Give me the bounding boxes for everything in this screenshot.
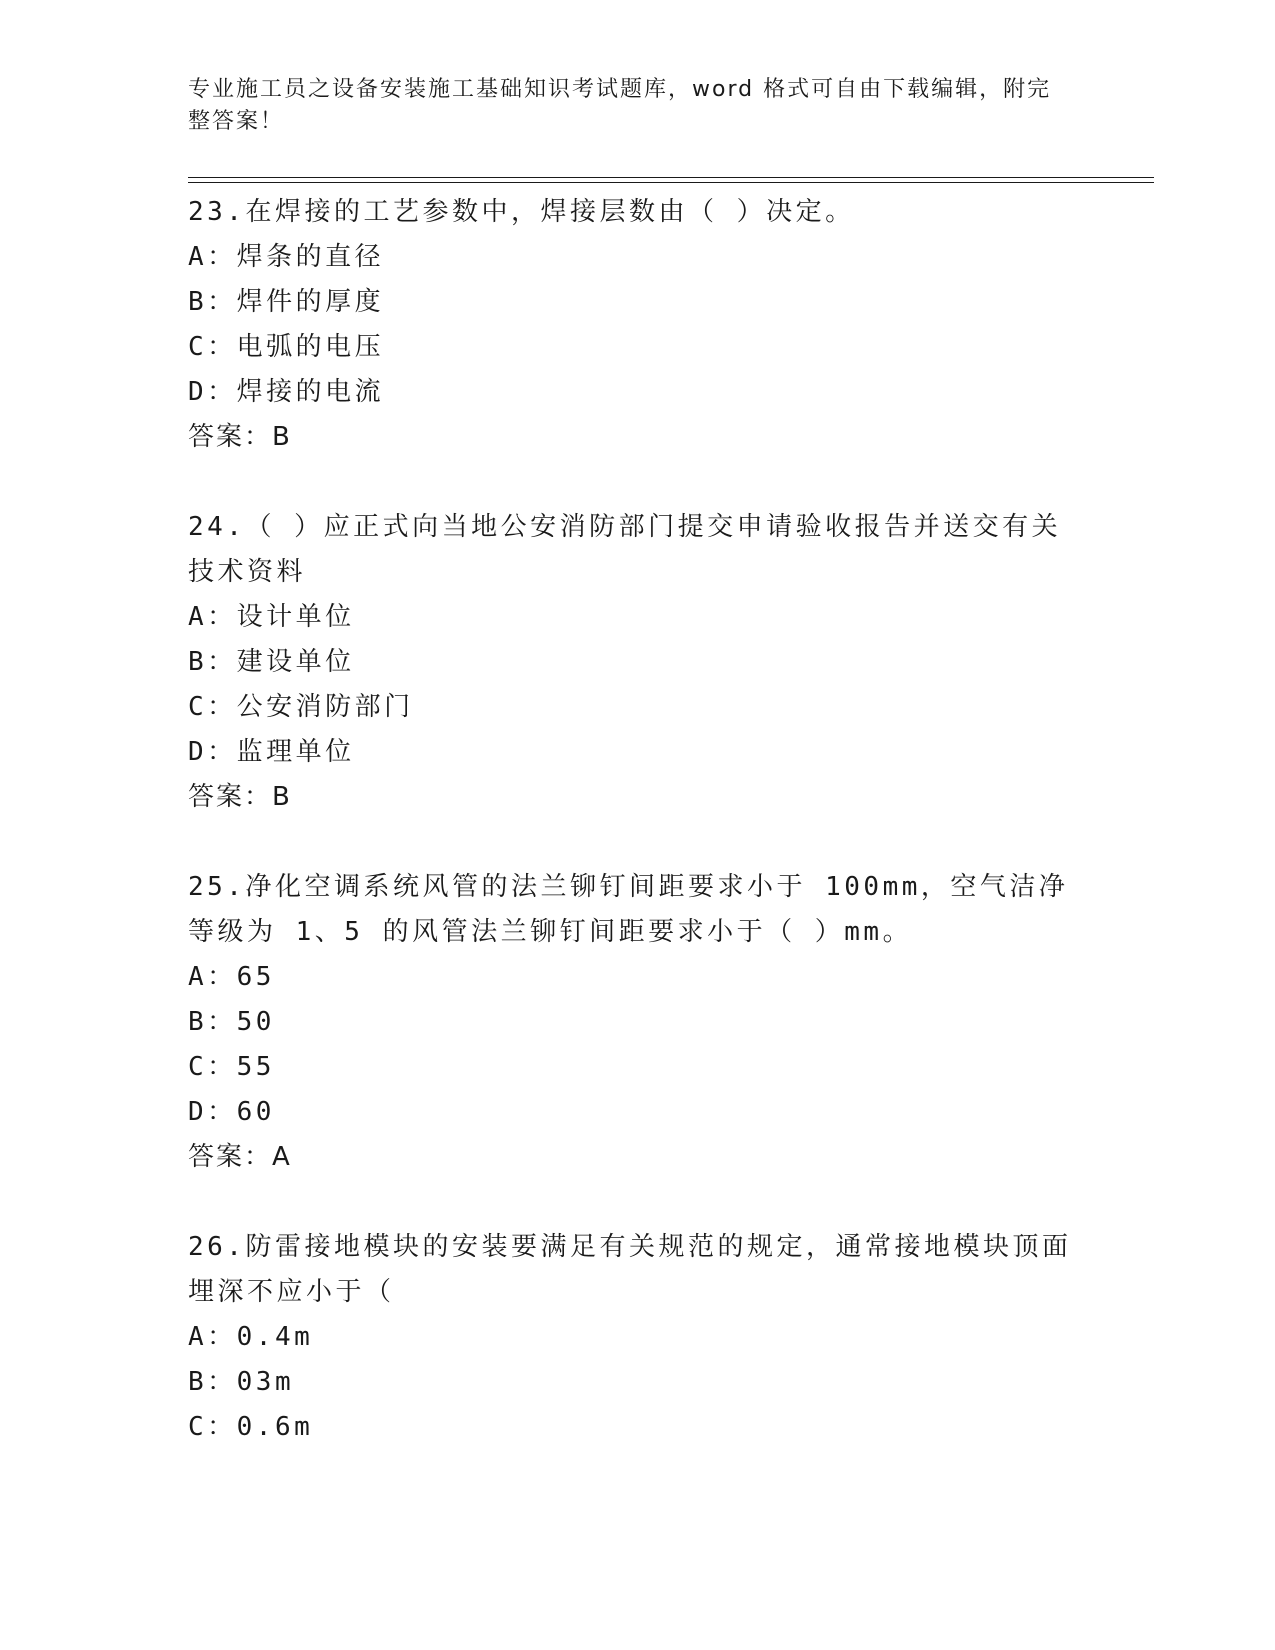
header-divider-top [188, 177, 1154, 178]
header-divider-bottom [188, 182, 1154, 183]
option-b: B：焊件的厚度 [188, 287, 385, 317]
question-23 [188, 190, 1088, 460]
option-a: A：焊条的直径 [188, 242, 385, 272]
option-b: B：建设单位 [188, 647, 355, 677]
option-d: D：监理单位 [188, 737, 355, 767]
question-25 [188, 865, 1088, 1180]
question-stem: 26.防雷接地模块的安装要满足有关规范的规定，通常接地模块顶面埋深不应小于（ [188, 1232, 1072, 1307]
question-stem: 23.在焊接的工艺参数中，焊接层数由（ ）决定。 [188, 197, 855, 227]
option-d: D：60 [188, 1097, 275, 1127]
answer-line: 答案：A [188, 1142, 292, 1172]
document-header-note: 专业施工员之设备安装施工基础知识考试题库，word 格式可自由下载编辑，附完整答案！ [188, 77, 1052, 134]
answer-line: 答案：B [188, 782, 292, 812]
answer-line: 答案：B [188, 422, 292, 452]
option-a: A：65 [188, 962, 275, 992]
option-c: C：公安消防部门 [188, 692, 414, 722]
option-d: D：焊接的电流 [188, 377, 385, 407]
question-list [188, 190, 1088, 1495]
option-c: C：0.6m [188, 1412, 314, 1442]
option-a: A：设计单位 [188, 602, 355, 632]
option-b: B：50 [188, 1007, 275, 1037]
question-24 [188, 505, 1088, 820]
option-b: B：03m [188, 1367, 295, 1397]
option-c: C：电弧的电压 [188, 332, 385, 362]
question-26 [188, 1225, 1088, 1450]
option-a: A：0.4m [188, 1322, 314, 1352]
question-stem: 24.（ ）应正式向当地公安消防部门提交申请验收报告并送交有关技术资料 [188, 512, 1062, 587]
option-c: C：55 [188, 1052, 275, 1082]
question-stem: 25.净化空调系统风管的法兰铆钉间距要求小于 100mm，空气洁净等级为 1、5 的风管法兰铆钉间距要求小于（ ）mm。 [188, 872, 1069, 947]
